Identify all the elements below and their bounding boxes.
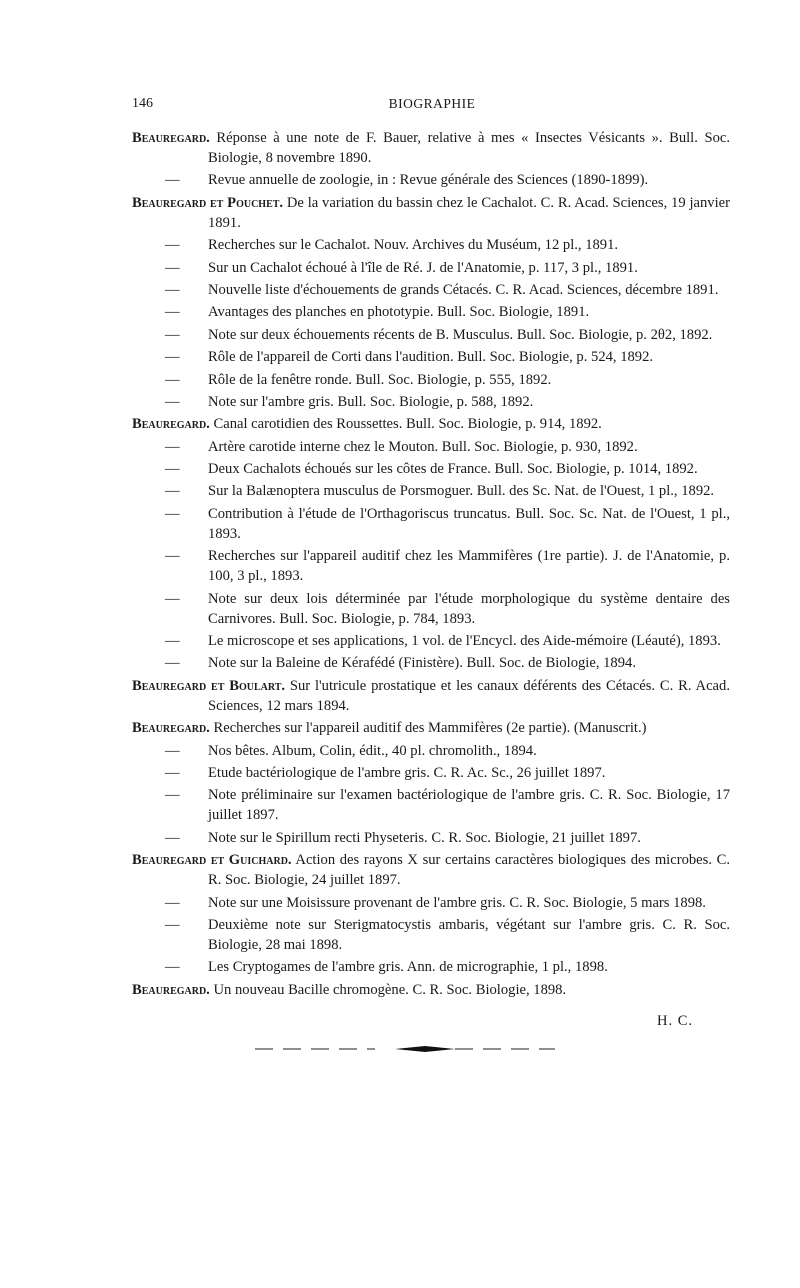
entry-text: Rôle de la fenêtre ronde. Bull. Soc. Biologie, p. 555, 1892. bbox=[208, 371, 552, 388]
entry-text: Nos bêtes. Album, Colin, édit., 40 pl. chromolith., 1894. bbox=[208, 742, 537, 759]
entry-authors: Beauregard. bbox=[132, 981, 210, 998]
entry-text: Note sur deux échouements récents de B. Musculus. Bull. Soc. Biologie, p. 2θ2, 1892. bbox=[208, 326, 713, 343]
ditto-dash: — bbox=[165, 590, 180, 607]
entry-text: Réponse à une note de F. Bauer, relative à mes « Insectes Vésicants ». Bull. Soc. Biologie, 8 novembre 1890. bbox=[208, 130, 730, 166]
entry-text: Note sur une Moisissure provenant de l'ambre gris. C. R. Soc. Biologie, 5 mars 1898. bbox=[208, 894, 706, 911]
entry-text: Les Cryptogames de l'ambre gris. Ann. de micrographie, 1 pl., 1898. bbox=[208, 959, 608, 976]
bibliography-list bbox=[132, 128, 730, 1002]
page-header bbox=[132, 96, 732, 116]
ditto-dash: — bbox=[165, 742, 180, 759]
ditto-dash: — bbox=[165, 237, 180, 254]
entry-authors: Beauregard et Boulart. bbox=[132, 677, 286, 694]
running-head: BIOGRAPHIE bbox=[388, 96, 476, 111]
ditto-dash: — bbox=[165, 438, 180, 455]
bibliography-entry bbox=[132, 850, 730, 890]
entry-text: De la variation du bassin chez le Cachalot. C. R. Acad. Sciences, 19 janvier 1891. bbox=[208, 194, 730, 231]
ditto-dash: — bbox=[165, 483, 180, 500]
entry-text: Note préliminaire sur l'examen bactériologique de l'ambre gris. C. R. Soc. Biologie, 17 juillet 1897. bbox=[208, 787, 730, 824]
entry-text: Recherches sur l'appareil auditif chez les Mammifères (1re partie). J. de l'Anatomie, p. 100, 3 pl., 1893. bbox=[208, 548, 730, 585]
entry-text: Deux Cachalots échoués sur les côtes de France. Bull. Soc. Biologie, p. 1014, 1892. bbox=[208, 461, 698, 478]
bibliography-entry bbox=[132, 325, 730, 345]
bibliography-entry bbox=[132, 128, 730, 168]
entry-text: Action des rayons X sur certains caractères biologiques des microbes. C. R. Soc. Biologie, 24 juillet 1897. bbox=[208, 852, 730, 889]
entry-text: Avantages des planches en phototypie. Bull. Soc. Biologie, 1891. bbox=[208, 304, 590, 321]
entry-text: Note sur la Baleine de Kérafédé (Finistère). Bull. Soc. de Biologie, 1894. bbox=[208, 655, 636, 672]
entry-text: Artère carotide interne chez le Mouton. Bull. Soc. Biologie, p. 930, 1892. bbox=[208, 438, 638, 455]
ditto-dash: — bbox=[165, 304, 180, 321]
entry-text: Note sur l'ambre gris. Bull. Soc. Biologie, p. 588, 1892. bbox=[208, 393, 534, 410]
ditto-dash: — bbox=[165, 764, 180, 781]
entry-text: Un nouveau Bacille chromogène. C. R. Soc. Biologie, 1898. bbox=[209, 981, 567, 998]
bibliography-entry bbox=[132, 653, 730, 673]
ditto-dash: — bbox=[165, 172, 180, 189]
ditto-dash: — bbox=[165, 349, 180, 366]
bibliography-entry bbox=[132, 392, 730, 412]
ditto-dash: — bbox=[165, 505, 180, 522]
entry-authors: Beauregard et Pouchet. bbox=[132, 194, 284, 211]
ditto-dash: — bbox=[165, 633, 180, 650]
ornament-divider bbox=[255, 1043, 555, 1055]
entry-authors: Beauregard. bbox=[132, 720, 210, 737]
bibliography-entry bbox=[132, 370, 730, 390]
bibliography-entry bbox=[132, 258, 730, 278]
ditto-dash: — bbox=[165, 259, 180, 276]
bibliography-entry bbox=[132, 193, 730, 233]
ditto-dash: — bbox=[165, 916, 180, 933]
ditto-dash: — bbox=[165, 548, 180, 565]
entry-text: Deuxième note sur Sterigmatocystis ambaris, végétant sur l'ambre gris. C. R. Soc. Biologie, 28 mai 1898. bbox=[208, 916, 730, 953]
bibliography-entry bbox=[132, 741, 730, 761]
bibliography-entry bbox=[132, 957, 730, 977]
entry-text: Etude bactériologique de l'ambre gris. C. R. Ac. Sc., 26 juillet 1897. bbox=[208, 764, 606, 781]
bibliography-entry bbox=[132, 718, 730, 738]
bibliography-entry bbox=[132, 631, 730, 651]
entry-authors: Beauregard et Guichard. bbox=[132, 852, 292, 869]
bibliography-entry bbox=[132, 170, 730, 190]
entry-text: Rôle de l'appareil de Corti dans l'audition. Bull. Soc. Biologie, p. 524, 1892. bbox=[208, 349, 654, 366]
signature: H. C. bbox=[656, 1013, 693, 1029]
bibliography-entry bbox=[132, 763, 730, 783]
entry-text: Recherches sur le Cachalot. Nouv. Archives du Muséum, 12 pl., 1891. bbox=[208, 237, 619, 254]
bibliography-entry bbox=[132, 481, 730, 501]
ditto-dash: — bbox=[165, 326, 180, 343]
bibliography-entry bbox=[132, 459, 730, 479]
entry-text: Revue annuelle de zoologie, in : Revue générale des Sciences (1890-1899). bbox=[208, 172, 649, 189]
page-number: 146 bbox=[132, 96, 153, 111]
bibliography-entry bbox=[132, 546, 730, 586]
entry-text: Nouvelle liste d'échouements de grands Cétacés. C. R. Acad. Sciences, décembre 1891. bbox=[208, 281, 719, 298]
bibliography-entry bbox=[132, 589, 730, 629]
bibliography-entry bbox=[132, 676, 730, 716]
entry-authors: Beauregard. bbox=[132, 130, 210, 146]
entry-text: Sur la Balænoptera musculus de Porsmoguer. Bull. des Sc. Nat. de l'Ouest, 1 pl., 1892. bbox=[208, 483, 715, 500]
bibliography-entry bbox=[132, 828, 730, 848]
bibliography-entry bbox=[132, 347, 730, 367]
ditto-dash: — bbox=[165, 829, 180, 846]
bibliography-entry bbox=[132, 504, 730, 544]
entry-text: Canal carotidien des Roussettes. Bull. Soc. Biologie, p. 914, 1892. bbox=[209, 416, 602, 433]
entry-text: Sur l'utricule prostatique et les canaux déférents des Cétacés. C. R. Acad. Sciences, 12 mars 1894. bbox=[208, 677, 730, 714]
ditto-dash: — bbox=[165, 655, 180, 672]
ditto-dash: — bbox=[165, 959, 180, 976]
bibliography-entry bbox=[132, 980, 730, 1000]
entry-text: Recherches sur l'appareil auditif des Mammifères (2e partie). (Manuscrit.) bbox=[209, 720, 647, 737]
bibliography-entry bbox=[132, 893, 730, 913]
bibliography-entry bbox=[132, 915, 730, 955]
bibliography-entry bbox=[132, 785, 730, 825]
ditto-dash: — bbox=[165, 461, 180, 478]
ditto-dash: — bbox=[165, 787, 180, 804]
bibliography-entry bbox=[132, 280, 730, 300]
bibliography-entry bbox=[132, 235, 730, 255]
entry-text: Note sur le Spirillum recti Physeteris. C. R. Soc. Biologie, 21 juillet 1897. bbox=[208, 829, 641, 846]
ditto-dash: — bbox=[165, 393, 180, 410]
ditto-dash: — bbox=[165, 894, 180, 911]
entry-text: Contribution à l'étude de l'Orthagoriscus truncatus. Bull. Soc. Sc. Nat. de l'Ouest, 1 pl., 1893. bbox=[208, 505, 730, 542]
ditto-dash: — bbox=[165, 281, 180, 298]
entry-authors: Beauregard. bbox=[132, 416, 210, 433]
bibliography-entry bbox=[132, 302, 730, 322]
bibliography-entry bbox=[132, 437, 730, 457]
bibliography-entry bbox=[132, 414, 730, 434]
ditto-dash: — bbox=[165, 371, 180, 388]
entry-text: Le microscope et ses applications, 1 vol. de l'Encycl. des Aide-mémoire (Léauté), 1893. bbox=[208, 633, 721, 650]
entry-text: Note sur deux lois déterminée par l'étude morphologique du système dentaire des Carnivores. Bull. Soc. Biologie, p. 784, 1893. bbox=[208, 590, 730, 627]
entry-text: Sur un Cachalot échoué à l'île de Ré. J. de l'Anatomie, p. 117, 3 pl., 1891. bbox=[208, 259, 638, 276]
